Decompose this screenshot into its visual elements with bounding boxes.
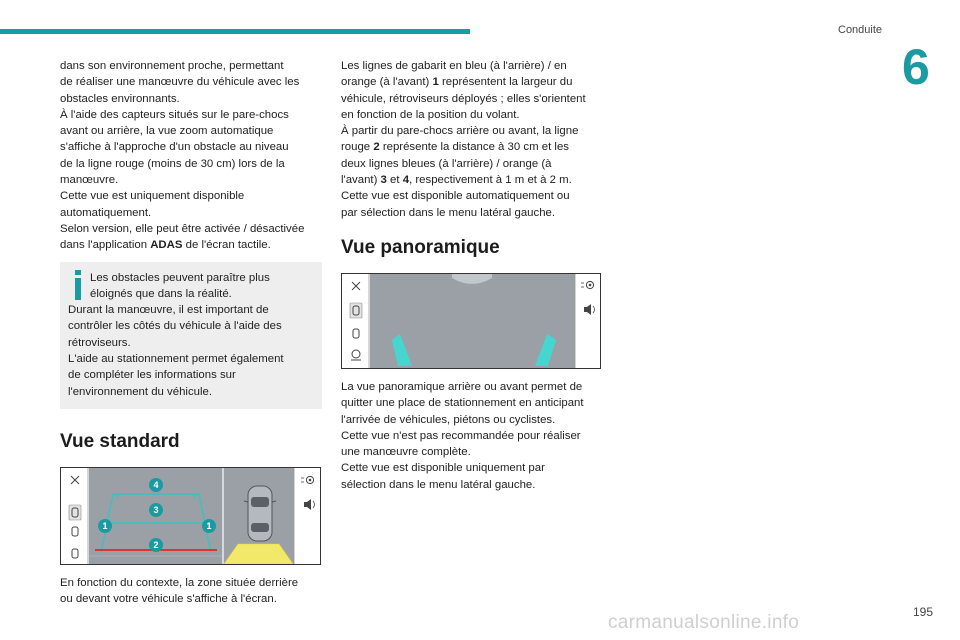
camera-view-selected-icon[interactable] (350, 303, 362, 318)
svg-text:4: 4 (153, 480, 159, 491)
callout-1-right (202, 519, 216, 533)
car-top-view-icon (244, 486, 276, 541)
standard-view-caption: En fonction du contexte, la zone située derrière ou devant votre véhicule s'affiche à l'écran. (60, 576, 299, 606)
info-icon (71, 270, 85, 300)
svg-text:1: 1 (102, 521, 108, 532)
camera-view-selected-icon[interactable] (69, 505, 81, 520)
callout-3 (149, 503, 163, 517)
panoramic-view-illustration (341, 273, 601, 369)
section-title: Conduite (838, 24, 883, 36)
intro-paragraph: dans son environnement proche, permettant de réaliser une manœuvre du véhicule avec les obstacles environnants. À l'aide des capteurs situés sur le pare-chocs avant ou arrière, la vue zoom automatique s'affiche à l'approche d'un obstacle au niveau de la ligne rouge (moins de 30 cm) lors de la manœuvre. Cette vue est uniquement disponible automatiquement. (60, 60, 300, 219)
header-accent-bar (0, 29, 470, 34)
callout-1-left (98, 519, 112, 533)
ref-2: 2 (373, 141, 380, 154)
callout-4 (149, 478, 163, 492)
page-number: 195 (913, 605, 934, 619)
svg-text:2: 2 (153, 540, 159, 551)
adas-paragraph: Selon version, elle peut être activée / désactivée dans l'application ADAS de l'écran tactile. (60, 222, 305, 252)
svg-text:3: 3 (153, 505, 159, 516)
panoramic-view-paragraph: La vue panoramique arrière ou avant permet de quitter une place de stationnement en anticipant l'arrivée de véhicules, piétons ou cyclistes. Cette vue n'est pas recommandée pour réaliser une manœuvre complète. Cette vue est disponible uniquement par sélection dans le menu latéral gauche. (341, 380, 584, 491)
right-column (341, 58, 605, 493)
ref-4: 4 (402, 174, 410, 187)
ref-3: 3 (380, 174, 387, 187)
heading-vue-panoramique: Vue panoramique (341, 236, 500, 258)
standard-view-illustration (60, 467, 321, 565)
guide-lines-paragraph: Les lignes de gabarit en bleu (à l'arrière) / en orange (à l'avant) 1 représentent la largeur du véhicule, rétroviseurs déployés ; elles s'orientent en fonction de la position du volant. À partir du pare-chocs arrière ou avant, la ligne rouge 2 représente la distance à 30 cm et les deux lignes bleues (à l'arrière) / orange (à l'avant) 3 et 4, respectivement à 1 m et à 2 m. Cette vue est disponible automatiquement ou par sélection dans le menu latéral gauche. (341, 60, 586, 219)
chapter-number: 6 (902, 39, 930, 95)
watermark: carmanualsonline.info (608, 612, 800, 633)
left-column (60, 58, 322, 608)
callout-2 (149, 538, 163, 552)
info-warning-text: Les obstacles peuvent paraître plus éloignés que dans la réalité. (90, 271, 270, 300)
info-box (60, 262, 322, 409)
heading-vue-standard: Vue standard (60, 430, 180, 452)
ref-1: 1 (432, 76, 439, 89)
adas-app-name: ADAS (150, 239, 183, 252)
svg-text:1: 1 (206, 521, 212, 532)
info-body-text: Durant la manœuvre, il est important de contrôler les côtés du véhicule à l'aide des rétroviseurs. L'aide au stationnement permet également de compléter les informations sur l'environnement du véhicule. (68, 304, 284, 398)
